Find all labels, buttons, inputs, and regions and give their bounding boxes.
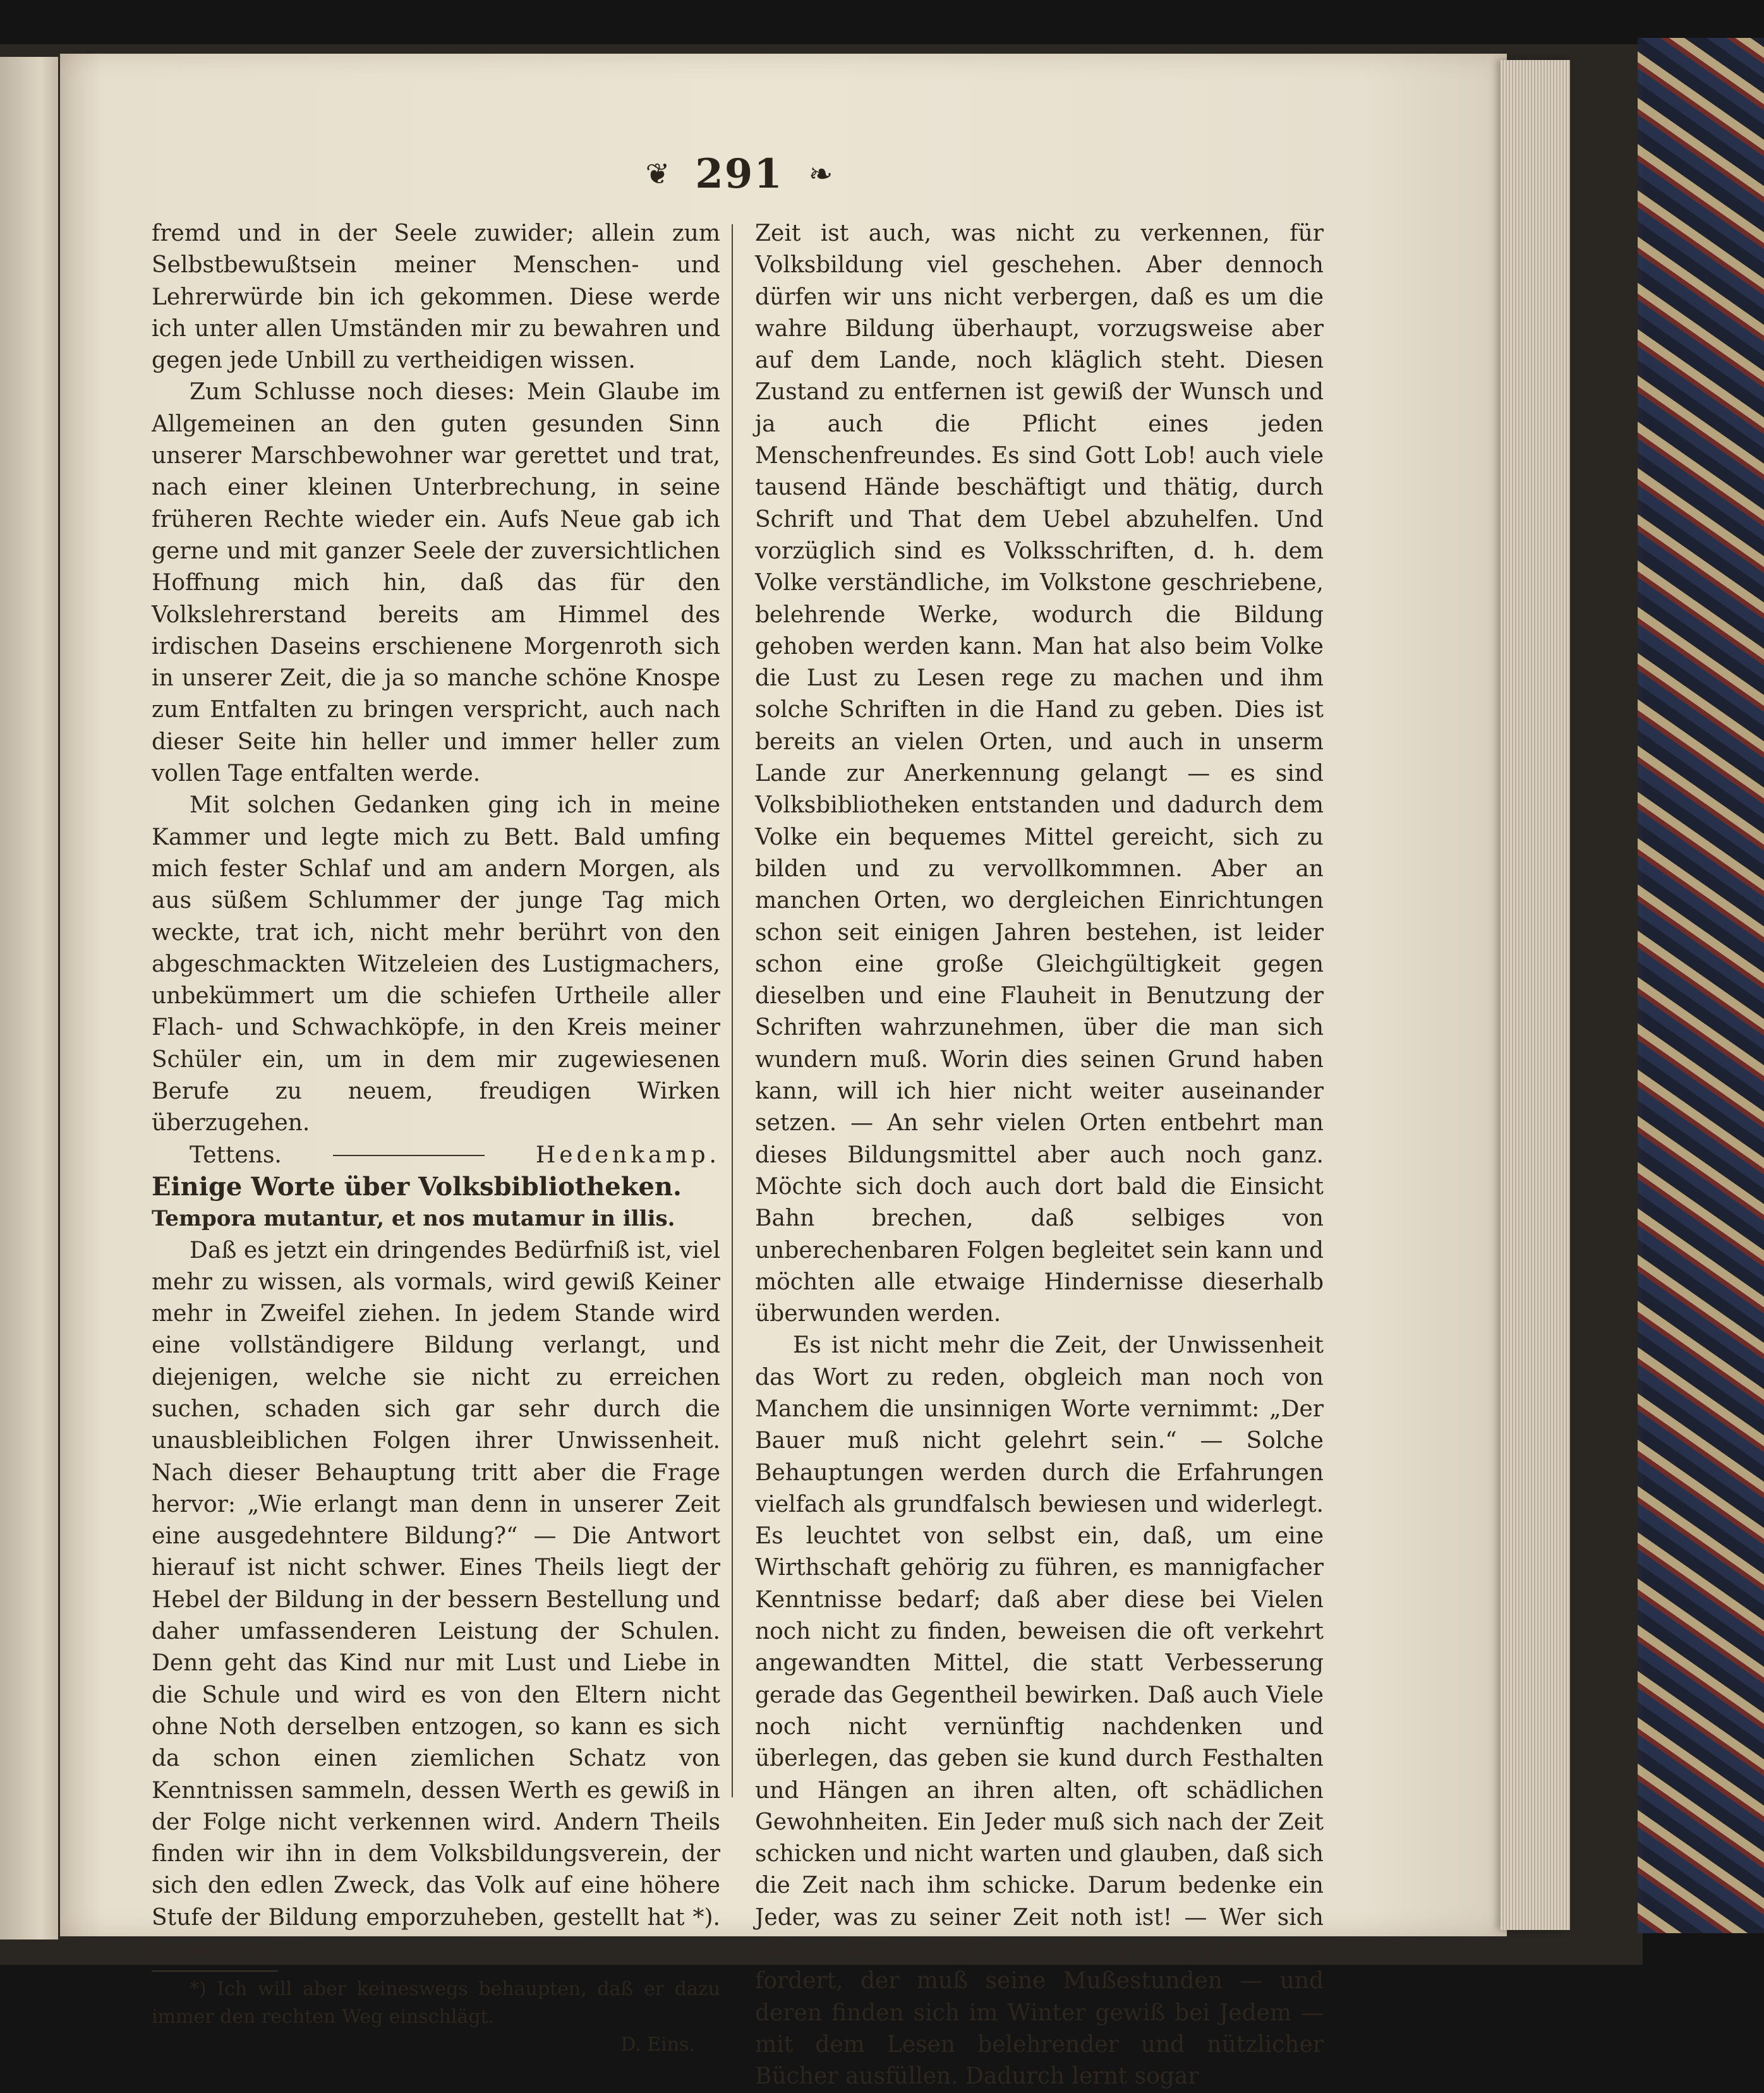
page-number: 291 (695, 150, 783, 198)
paragraph: Es ist nicht mehr die Zeit, der Unwissenheit das Wort zu reden, obgleich man noch von Manchem die unsinnigen Worte vernimmt: „Der Bauer muß nicht gelehrt sein.“ — Solche Behauptungen werden durch die Erfahrungen vielfach als grundfalsch bewiesen und widerlegt. Es leuchtet von selbst ein, daß, um eine Wirthschaft gehörig zu führen, es mannigfacher Kenntnisse bedarf; daß aber diese bei Vielen noch nicht zu finden, beweisen die oft verkehrt angewandten Mittel, die statt Verbesserung gerade das Gegentheil bewirken. Daß auch Viele noch nicht vernünftig nachdenken und überlegen, das geben sie kund durch Festhalten und Hängen an ihren alten, oft schädlichen Gewohnheiten. Ein Jeder muß sich nach der Zeit schicken und nicht warten und glauben, daß sich die Zeit nach ihm schicke. Darum bedenke ein Jeder, was zu seiner Zeit noth ist! — Wer sich aber so bilden will, wie es die gegenwärtige Zeit fordert, der muß seine Mußestunden — und deren finden sich im Winter gewiß bei Jedem — mit dem Lesen belehrender und nützlicher Bücher ausfüllen. Dadurch lernt sogar (755, 1332, 1324, 2090)
article-motto: Tempora mutantur, et nos mutamur in illis. (152, 1206, 675, 1232)
signature-author: Hedenkamp. (535, 1142, 720, 1168)
paragraph: Mit solchen Gedanken ging ich in meine Kammer und legte mich zu Bett. Bald umfing mich fester Schlaf und am andern Morgen, als aus süßem Schlummer der junge Tag mich weckte, trat ich, nicht mehr berührt von den abgeschmackten Witzeleien des Lustigmachers, unbekümmert um die schiefen Urtheile aller Flach- und Schwachköpfe, in den Kreis meiner Schüler ein, um in dem mir zugewiesenen Berufe zu neuem, freudigen Wirken überzugehen. (152, 792, 720, 1137)
signature-place: Tettens. (190, 1142, 282, 1168)
facing-page-edge (0, 57, 58, 1939)
footnote-text: *) Ich will aber keineswegs behaupten, daß er dazu immer den rechten Weg einschlägt. (152, 1978, 720, 2029)
left-column (152, 218, 720, 2059)
right-column (755, 218, 1324, 2093)
paragraph: fremd und in der Seele zuwider; allein zum Selbstbewußtsein meiner Menschen- und Lehrerwürde bin ich gekommen. Diese werde ich unter allen Umständen mir zu bewahren und gegen jede Unbill zu vertheidigen wissen. (152, 220, 720, 374)
article-heading: Einige Worte über Volksbibliotheken. (152, 1171, 682, 1202)
paragraph: Zeit ist auch, was nicht zu verkennen, für Volksbildung viel geschehen. Aber dennoch dürfen wir uns nicht verbergen, daß es um die wahre Bildung überhaupt, vorzugsweise aber auf dem Lande, noch kläglich steht. Diesen Zustand zu entfernen ist gewiß der Wunsch und ja auch die Pflicht eines jeden Menschenfreundes. Es sind Gott Lob! auch viele tausend Hände beschäftigt und thätig, durch Schrift und That dem Uebel abzuhelfen. Und vorzüglich sind es Volksschriften, d. h. dem Volke verständliche, im Volkstone geschriebene, belehrende Werke, wodurch die Bildung gehoben werden kann. Man hat also beim Volke die Lust zu Lesen rege zu machen und ihm solche Schriften in die Hand zu geben. Dies ist bereits an vielen Orten, und auch in unserm Lande zur Anerkennung gelangt — es sind Volksbibliotheken entstanden und dadurch dem Volke ein bequemes Mittel gereicht, sich zu bilden und zu vervollkommnen. Aber an manchen Orten, wo dergleichen Einrichtungen schon seit einigen Jahren bestehen, ist leider schon eine große Gleichgültigkeit gegen dieselben und eine Flauheit in Benutzung der Schriften wahrzunehmen, über die man sich wundern muß. Worin dies seinen Grund haben kann, will ich hier nicht weiter auseinander setzen. — An sehr vielen Orten entbehrt man dieses Bildungsmittel aber auch noch ganz. Möchte sich doch auch dort bald die Einsicht Bahn brechen, daß selbiges von unberechenbaren Folgen begleitet sein kann und möchten alle etwaige Hindernisse dieserhalb überwunden werden. (755, 220, 1324, 1327)
paragraph: Daß es jetzt ein dringendes Bedürfniß ist, viel mehr zu wissen, als vormals, wird gewiß Keiner mehr in Zweifel ziehen. In jedem Stande wird eine vollständigere Bildung verlangt, und diejenigen, welche sie nicht zu erreichen suchen, schaden sich gar sehr durch die unausbleiblichen Folgen ihrer Unwissenheit. Nach dieser Behauptung tritt aber die Frage hervor: „Wie erlangt man denn in unserer Zeit eine ausgedehntere Bildung?“ — Die Antwort hierauf ist nicht schwer. Eines Theils liegt der Hebel der Bildung in der bessern Bestellung und daher umfassenderen Leistung der Schulen. Denn geht das Kind nur mit Lust und Liebe in die Schule und wird es von den Eltern nicht ohne Noth derselben entzogen, so kann es sich da schon einen ziemlichen Schatz von Kenntnissen sammeln, dessen Werth es gewiß in der Folge nicht verkennen wird. Andern Theils finden wir ihn in dem Volksbildungsverein, der sich den edlen Zweck, das Volk auf eine höhere Stufe der Bildung emporzuheben, gestellt hat *). In neuerer (152, 1237, 720, 1963)
footnote-signature: D. Eins. (620, 2034, 695, 2056)
paragraph: Zum Schlusse noch dieses: Mein Glaube im Allgemeinen an den guten gesunden Sinn unserer Marschbewohner war gerettet und trat, nach einer kleinen Unterbrechung, in seine früheren Rechte wieder ein. Aufs Neue gab ich gerne und mit ganzer Seele der zuversichtlichen Hoffnung mich hin, daß das für den Volkslehrerstand bereits am Himmel des irdischen Daseins erschienene Morgenroth sich in unserer Zeit, die ja so manche schöne Knospe zum Entfalten zu bringen verspricht, auch nach dieser Seite hin heller und immer heller zum vollen Tage entfalten werde. (152, 379, 720, 787)
footnote-rule (152, 1970, 278, 1972)
page-header (588, 145, 891, 202)
separator-rule (333, 1155, 485, 1156)
marbled-edge (1638, 38, 1764, 1933)
column-divider (732, 224, 733, 1797)
footnote (152, 1975, 720, 2059)
ornament-left-icon: ❦ (645, 157, 670, 191)
signature-line (152, 1140, 720, 1171)
ornament-right-icon: ❧ (808, 157, 833, 191)
page-stack-edges (1501, 60, 1570, 1930)
